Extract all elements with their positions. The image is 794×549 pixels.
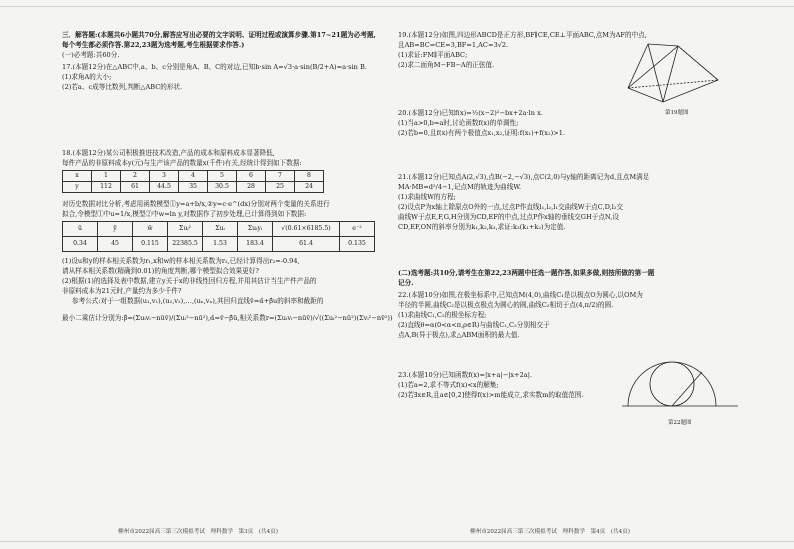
q21-stem-2: MA·MB=d²/4−1,记点M的轨迹为曲线W. xyxy=(398,183,522,191)
q23-stem: 23.(本题10分)已知函数f(x)=|x+a|−|x+2a|. xyxy=(398,371,533,379)
q18-part2-a: (2)根据(1)的选择及表中数据,建立y关于x的非线性回归方程,并用其估计当生产件产品的 xyxy=(62,277,317,285)
q17-part1: (1)求角A的大小; xyxy=(62,73,112,81)
q21-part1: (1)求曲线W的方程; xyxy=(398,193,456,201)
figure-22-caption: 第22题图 xyxy=(668,420,692,426)
q21-part2-a: (2)设点P为x轴上除原点O外的一点,过点P作直线l₁,l₂,l₁交曲线W于点C,D,l₂交 xyxy=(398,203,624,211)
q19-stem-2: 且AB=BC=CE=3,BF=1,AC=3√2. xyxy=(398,41,509,49)
q21-part2-b: 曲线W于点E,F,G,H分别为CD,EF的中点,过点P作x轴的垂线交GH于点N,设 xyxy=(398,213,619,221)
q18-part1-a: (1)设u和y的样本相关系数为r₁,x和w的样本相关系数为r₂,已经计算得出r₂=-0.94, xyxy=(62,257,300,265)
q23-part2: (2)若∃x∈R,且a∈[0,2]使得f(x)>m能成立,求实数m的取值范围. xyxy=(398,391,584,399)
footer-right: 柳州市2022届高三第三次模拟考试 理科数学 第4页 (共4页) xyxy=(470,529,630,535)
footer-left: 柳州市2022届高三第三次模拟考试 理科数学 第3页 (共4页) xyxy=(118,529,278,535)
fig19-edge-top xyxy=(648,44,678,46)
q18-model-1: 对历史数据对比分析,考虑用函数模型①y=a+b/x,②y=c·e^(dx)分别对两个变量的关系进行 xyxy=(62,200,330,208)
q22-part2-b: 点A,B(异于极点),求△ABM面积的最大值. xyxy=(398,331,520,339)
q21-stem-1: 21.(本题12分)已知点A(2,√3),点B(−2,−√3),点C(2,0)与y轴的距离记为d,且点M满足 xyxy=(398,173,650,181)
scan-edge-bottom xyxy=(0,541,794,542)
q17-part2: (2)若a、c成等比数列,判断△ABC的形状. xyxy=(62,83,183,91)
q23-part1: (1)若a=2,求不等式f(x)<x的解集; xyxy=(398,381,499,389)
section3-sub: (一)必考题:共60分. xyxy=(62,51,120,59)
q20-stem: 20.(本题12分)已知f(x)=½(x−2)²−bx+2a·ln x. xyxy=(398,109,543,117)
fig19-edge-base-dashed xyxy=(628,80,718,88)
q18-part1-b: 请从样本相关系数(精确到0.01)的角度判断,哪个模型拟合效果更好? xyxy=(62,267,259,275)
q22-stem-2: 半径的半圆,曲线C₂是以极点极点为圆心的圆,曲线C₂相切于点(4,π/2)的圆. xyxy=(398,301,614,309)
figure-19-solid xyxy=(618,36,728,108)
figure-22-polar xyxy=(618,360,740,416)
q18-stem-1: 18.(本题12分)某公司积极推进技术改造,产品的成本和原料成本显著降低, xyxy=(62,149,275,157)
fig22-circle-c2 xyxy=(650,362,694,406)
q22-part2-a: (2)直线θ=α(0<α<π,ρ∈R)与曲线C₁,C₂分别相交于 xyxy=(398,321,550,329)
table1-row-x: x 1 2 3 4 5 6 7 8 xyxy=(63,171,324,182)
q17-answer-space xyxy=(62,92,380,148)
q19-stem-1: 19.(本题12分)如图,四边形ABCD是正方形,BF∥CE,CE⊥平面ABC,点M为AF的中点, xyxy=(398,31,647,39)
scan-edge-top xyxy=(0,6,794,7)
q18-stem-2: 每件产品的非原料成本y(元)与生产该产品的数量x(千件)有关,经统计得到如下数据: xyxy=(62,159,302,167)
data-table-1 xyxy=(62,170,324,193)
q18-model-2: 拟合,令模型①中u=1/x,模型②中w=ln y,对数据作了初步处理,已计算得到如下数据: xyxy=(62,210,307,218)
section3-header: 三．解答题:(本题共6小题共70分,解答应写出必要的文字说明、证明过程或演算步骤.第17~21题为必考题,每个考生都必须作答.第22,23题为选考题,考生根据要求作答.) xyxy=(62,31,376,49)
fig19-outline xyxy=(628,46,718,102)
reference-formula-1: 参考公式:对于一组数据(u₁,v₁),(u₂,v₂),…,(uₙ,vₙ),其回归直线v̂=α̂+β̂u的斜率和截距的 xyxy=(72,297,324,305)
optional-section-header-2: 记分. xyxy=(398,279,414,287)
fig19-edge-diag xyxy=(663,46,678,102)
fig22-ray xyxy=(672,372,702,406)
fig22-semicircle-c1 xyxy=(628,362,716,406)
q21-part2-c: CD,EF,ON的斜率分别为k₁,k₂,k₃,求证:k₃(k₁+k₂)为定值. xyxy=(398,223,566,231)
q19-part2: (2)求二面角M−FB−A的正弦值. xyxy=(398,61,495,69)
fig19-edge-side xyxy=(648,44,663,102)
q19-part1: (1)求证:FM∥平面ABC; xyxy=(398,51,468,59)
q22-part1: (1)求曲线C₁,C₂的极坐标方程; xyxy=(398,311,487,319)
q22-stem-1: 22.(本题10分)如图,在极坐标系中,已知点M(4,0),曲线C₁是以极点O为圆心,以OM为 xyxy=(398,291,643,299)
fig19-edge-ce xyxy=(628,44,648,88)
left-page xyxy=(62,30,393,324)
data-table-2 xyxy=(62,221,375,252)
q20-answer-space xyxy=(398,138,733,172)
q17-stem: 17.(本题12分)在△ABC中,a、b、c分别是角A、B、C的对边,已知b·sin A=√3·a·sin(B/2+A)=a·sin B. xyxy=(62,63,367,71)
table2-value-row: 0.34 45 0.115 22385.5 1.53 183.4 61.4 0.135 xyxy=(63,237,375,252)
optional-section-header-1: (二)选考题:共10分,请考生在第22,23两题中任选一题作答,如果多做,则按所做的第一题 xyxy=(398,269,655,277)
figure-19-caption: 第19题图 xyxy=(665,110,689,116)
reference-formula-2: 最小二乘估计分别为:β̂=(Σuᵢvᵢ−nūv̄)/(Σuᵢ²−nū²),α̂=v̄−β̂ū,相关系数r=(Σuᵢvᵢ−nūv̄)/√((Σuᵢ²−nū²)(Σvᵢ²−nv̄²)) xyxy=(62,314,393,322)
q21-answer-space xyxy=(398,232,733,268)
table2-header-row: ū ȳ w̄ Σuᵢ² Σuᵢ Σuᵢyᵢ √(0.61×6185.5) e⁻² xyxy=(63,222,375,237)
q18-part2-b: 非原料成本为21元时,产量约为多少千件? xyxy=(62,287,182,295)
q20-part2: (2)若b=0,且f(x)有两个极值点x₁,x₂,证明:f(x₁)+f(x₂)>1. xyxy=(398,129,565,137)
table1-row-y: y 112 61 44.5 35 30.5 28 25 24 xyxy=(63,182,324,193)
q20-part1: (1)当a>0,b=a时,讨论函数f(x)的单调性; xyxy=(398,119,519,127)
